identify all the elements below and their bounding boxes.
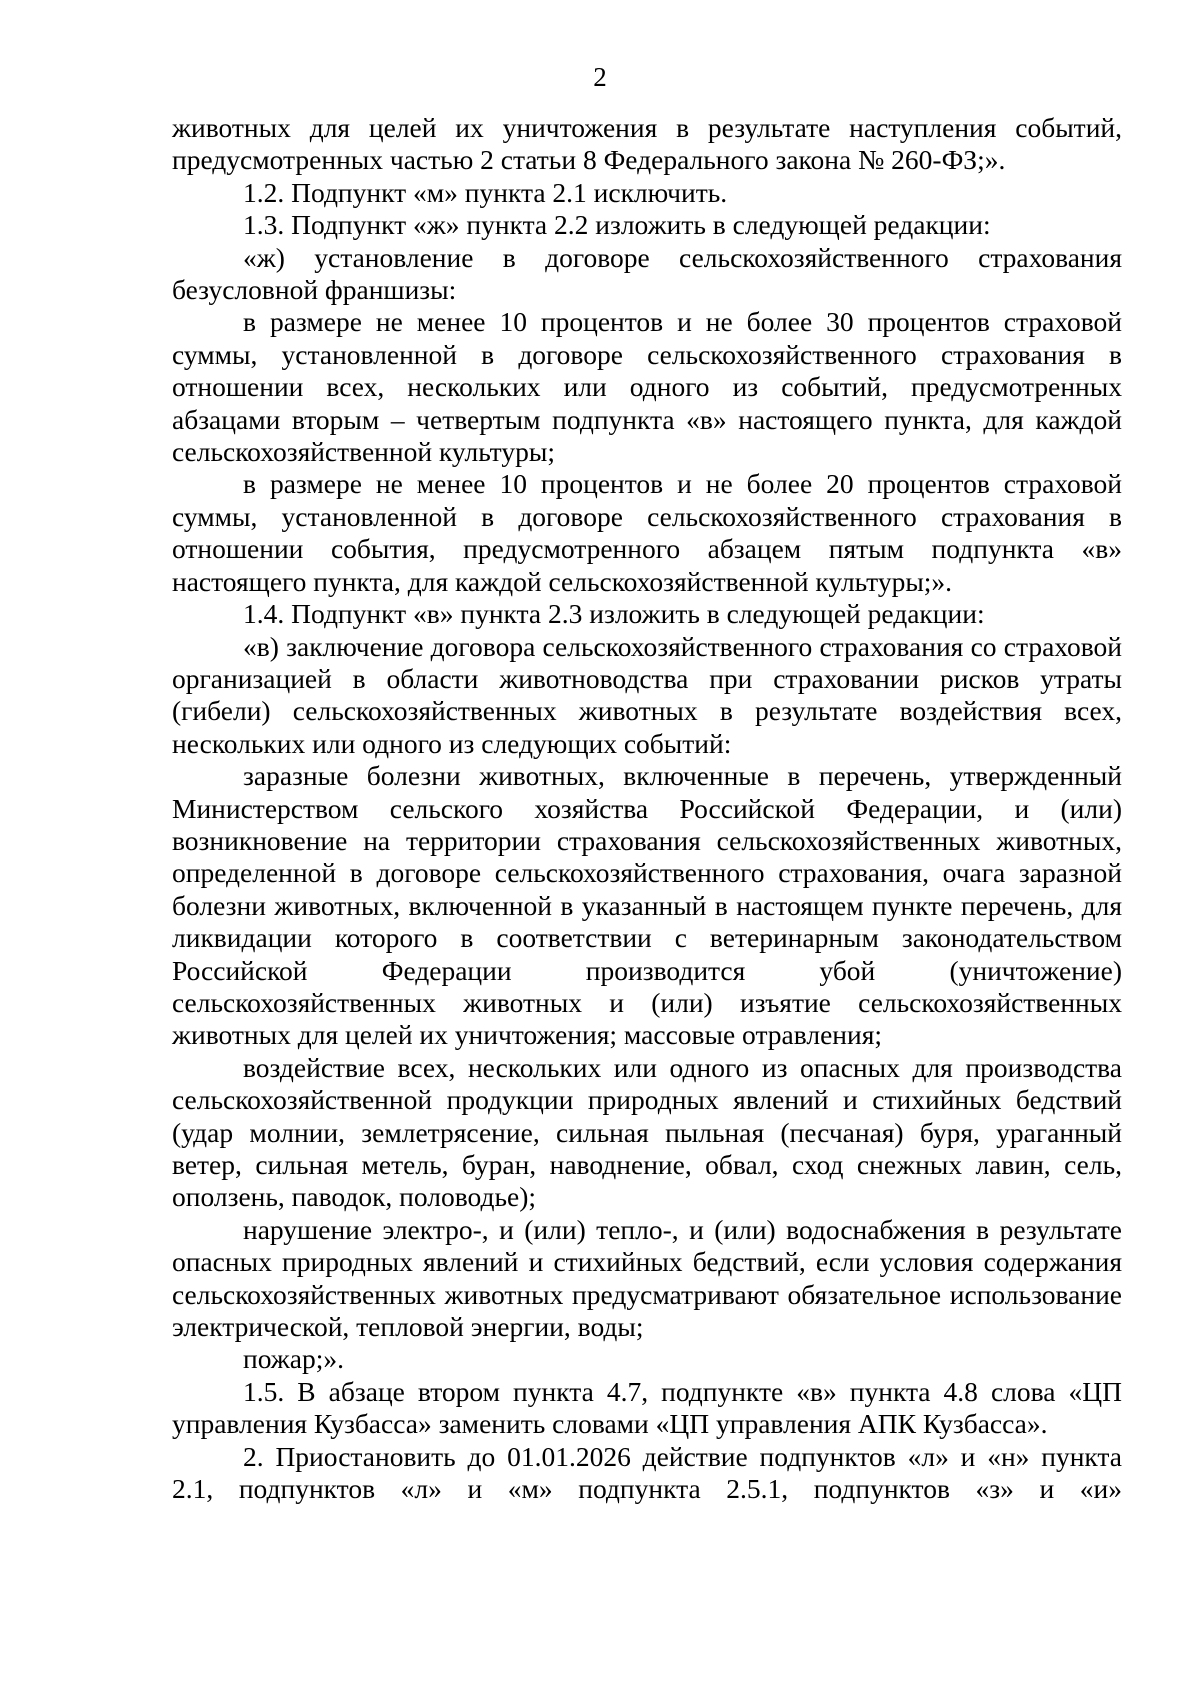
paragraph-subitem-zh: «ж) установление в договоре сельскохозяйственного страхования безусловной франшизы:: [172, 241, 1122, 306]
paragraph-1-4: 1.4. Подпункт «в» пункта 2.3 изложить в следующей редакции:: [243, 598, 985, 630]
paragraph-supply-disruption: нарушение электро-, и (или) тепло-, и (или) водоснабжения в результате опасных природных явлений и стихийных бедствий, если условия содержания сельскохозяйственных животных предусматривают обязательное использование электрической, тепловой энергии, воды;: [172, 1213, 1122, 1343]
paragraph-2: 2. Приостановить до 01.01.2026 действие подпунктов «л» и «н» пункта 2.1, подпунктов «л» и «м» подпункта 2.5.1, подпунктов «з» и «и»: [172, 1440, 1122, 1505]
document-body: [172, 112, 1122, 1505]
paragraph-franchise-20: в размере не менее 10 процентов и не более 20 процентов страховой суммы, установленной в договоре сельскохозяйственного страхования в отношении события, предусмотренного абзацем пятым подпункта «в» настоящего пункта, для каждой сельскохозяйственной культуры;».: [172, 468, 1122, 597]
paragraph-natural-phenomena: воздействие всех, нескольких или одного из опасных для производства сельскохозяйственной продукции природных явлений и стихийных бедствий (удар молнии, землетрясение, сильная пыльная (песчаная) буря, ураганный ветер, сильная метель, буран, наводнение, обвал, сход снежных лавин, сель, оползень, паводок, половодье);: [172, 1051, 1122, 1213]
paragraph-fire: пожар;».: [243, 1343, 345, 1375]
paragraph-1-3: 1.3. Подпункт «ж» пункта 2.2 изложить в следующей редакции:: [243, 209, 991, 241]
paragraph-diseases: заразные болезни животных, включенные в перечень, утвержденный Министерством сельского хозяйства Российской Федерации, и (или) возникновение на территории страхования сельскохозяйственных животных, определенной в договоре сельскохозяйственного страхования, очага заразной болезни животных, включенной в указанный в настоящем пункте перечень, для ликвидации которого в соответствии с ветеринарным законодательством Российской Федерации производится убой (уничтожение) сельскохозяйственных животных и (или) изъятие сельскохозяйственных животных для целей их уничтожения; массовые отравления;: [172, 760, 1122, 1051]
page-number: 2: [593, 62, 607, 92]
paragraph-franchise-30: в размере не менее 10 процентов и не более 30 процентов страховой суммы, установленной в договоре сельскохозяйственного страхования в отношении всех, нескольких или одного из событий, предусмотренных абзацами вторым – четвертым подпункта «в» настоящего пункта, для каждой сельскохозяйственной культуры;: [172, 306, 1122, 468]
paragraph-1-5: 1.5. В абзаце втором пункта 4.7, подпункте «в» пункта 4.8 слова «ЦП управления Кузбасса» заменить словами «ЦП управления АПК Кузбасса».: [172, 1375, 1122, 1440]
paragraph-1-2: 1.2. Подпункт «м» пункта 2.1 исключить.: [243, 176, 728, 208]
paragraph-continuation: животных для целей их уничтожения в результате наступления событий, предусмотренных частью 2 статьи 8 Федерального закона № 260-ФЗ;».: [172, 112, 1122, 176]
paragraph-subitem-v: «в) заключение договора сельскохозяйственного страхования со страховой организацией в области животноводства при страховании рисков утраты (гибели) сельскохозяйственных животных в результате воздействия всех, нескольких или одного из следующих событий:: [172, 630, 1122, 759]
